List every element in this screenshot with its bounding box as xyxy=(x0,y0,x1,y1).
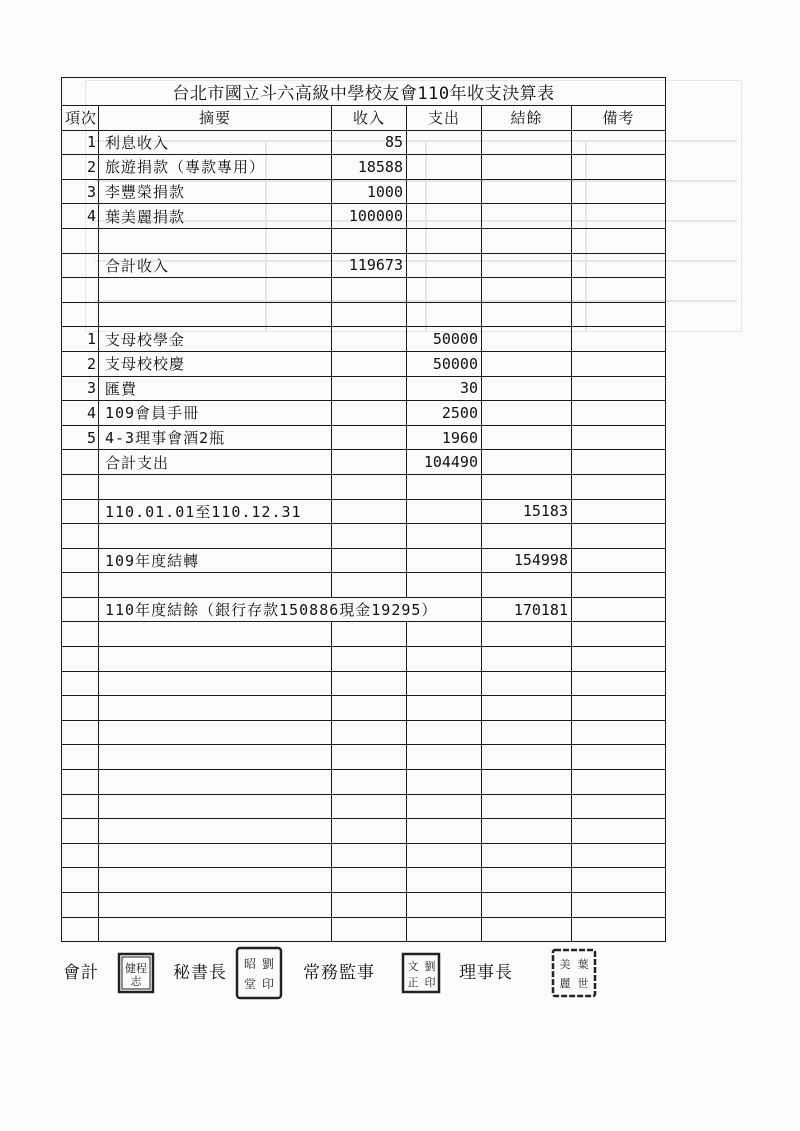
remarks xyxy=(572,351,666,376)
remarks xyxy=(572,179,666,204)
expense-amount xyxy=(407,671,482,696)
remarks xyxy=(572,647,666,672)
remarks xyxy=(572,499,666,524)
income-amount xyxy=(332,327,407,352)
item-no xyxy=(62,794,99,819)
item-description xyxy=(99,794,332,819)
expense-amount: 1960 xyxy=(407,425,482,450)
expense-amount xyxy=(407,302,482,327)
expense-amount xyxy=(407,499,482,524)
item-description: 李豐榮捐款 xyxy=(99,179,332,204)
item-no: 4 xyxy=(62,401,99,426)
svg-text:劉: 劉 xyxy=(424,960,436,973)
table-row xyxy=(62,376,666,401)
item-description: 支母校校慶 xyxy=(99,351,332,376)
item-no xyxy=(62,499,99,524)
svg-text:印: 印 xyxy=(261,977,275,991)
income-amount xyxy=(332,696,407,721)
table-row xyxy=(62,401,666,426)
expense-amount xyxy=(407,819,482,844)
balance-amount xyxy=(482,401,572,426)
item-description xyxy=(99,843,332,868)
item-description xyxy=(99,573,332,598)
item-no xyxy=(62,278,99,303)
supervisor-seal xyxy=(401,952,441,994)
table-row xyxy=(62,474,666,499)
remarks xyxy=(572,155,666,180)
remarks xyxy=(572,204,666,229)
item-no: 2 xyxy=(62,155,99,180)
statement-title: 台北市國立斗六高級中學校友會110年收支決算表 xyxy=(62,78,666,106)
table-row xyxy=(62,425,666,450)
header-balance: 結餘 xyxy=(482,106,572,131)
item-description: 旅遊捐款（專款專用） xyxy=(99,155,332,180)
expense-amount xyxy=(407,228,482,253)
item-no xyxy=(62,524,99,549)
table-row xyxy=(62,155,666,180)
table-row xyxy=(62,917,666,942)
svg-text:正: 正 xyxy=(407,976,419,989)
expense-amount: 104490 xyxy=(407,450,482,475)
table-row xyxy=(62,819,666,844)
chairman-seal xyxy=(551,948,597,998)
item-no xyxy=(62,597,99,622)
remarks xyxy=(572,524,666,549)
item-description xyxy=(99,228,332,253)
remarks xyxy=(572,474,666,499)
expense-amount xyxy=(407,720,482,745)
expense-amount xyxy=(407,843,482,868)
header-no: 項次 xyxy=(62,106,99,131)
table-row xyxy=(62,179,666,204)
remarks xyxy=(572,893,666,918)
expense-amount: 2500 xyxy=(407,401,482,426)
remarks xyxy=(572,401,666,426)
table-row xyxy=(62,450,666,475)
balance-amount: 170181 xyxy=(482,597,572,622)
item-no: 3 xyxy=(62,179,99,204)
item-no xyxy=(62,770,99,795)
table-row xyxy=(62,204,666,229)
item-description: 4-3理事會酒2瓶 xyxy=(99,425,332,450)
table-row xyxy=(62,745,666,770)
expense-amount xyxy=(407,179,482,204)
expense-amount xyxy=(407,253,482,278)
balance-amount xyxy=(482,819,572,844)
item-no xyxy=(62,893,99,918)
table-row xyxy=(62,647,666,672)
income-amount xyxy=(332,425,407,450)
financial-statement-table xyxy=(61,77,666,942)
expense-amount xyxy=(407,917,482,942)
item-description xyxy=(99,868,332,893)
expense-amount xyxy=(407,155,482,180)
expense-amount: 50000 xyxy=(407,351,482,376)
table-row xyxy=(62,524,666,549)
balance-amount xyxy=(482,130,572,155)
item-no xyxy=(62,647,99,672)
income-amount xyxy=(332,917,407,942)
balance-amount xyxy=(482,179,572,204)
header-expense: 支出 xyxy=(407,106,482,131)
income-amount xyxy=(332,819,407,844)
balance-amount xyxy=(482,351,572,376)
income-amount xyxy=(332,868,407,893)
svg-text:文: 文 xyxy=(407,960,419,973)
table-row xyxy=(62,720,666,745)
table-row xyxy=(62,130,666,155)
balance-amount xyxy=(482,917,572,942)
balance-amount xyxy=(482,671,572,696)
expense-amount xyxy=(407,204,482,229)
income-amount: 100000 xyxy=(332,204,407,229)
svg-text:葉: 葉 xyxy=(577,958,589,971)
svg-text:美: 美 xyxy=(559,958,571,971)
item-description xyxy=(99,893,332,918)
expense-amount xyxy=(407,647,482,672)
expense-amount xyxy=(407,770,482,795)
remarks xyxy=(572,597,666,622)
item-description: 合計收入 xyxy=(99,253,332,278)
svg-text:堂: 堂 xyxy=(243,977,257,991)
balance-amount xyxy=(482,573,572,598)
balance-amount xyxy=(482,155,572,180)
remarks xyxy=(572,548,666,573)
income-amount xyxy=(332,794,407,819)
income-amount xyxy=(332,893,407,918)
income-amount xyxy=(332,843,407,868)
balance-amount xyxy=(482,868,572,893)
item-description xyxy=(99,720,332,745)
item-description xyxy=(99,917,332,942)
balance-amount xyxy=(482,228,572,253)
remarks xyxy=(572,450,666,475)
balance-amount xyxy=(482,647,572,672)
remarks xyxy=(572,622,666,647)
income-amount xyxy=(332,450,407,475)
item-description: 110.01.01至110.12.31 xyxy=(99,499,332,524)
balance-amount xyxy=(482,253,572,278)
remarks xyxy=(572,228,666,253)
expense-amount xyxy=(407,278,482,303)
item-description xyxy=(99,745,332,770)
balance-amount xyxy=(482,278,572,303)
secretary-label: 秘書長 xyxy=(173,963,227,983)
table-row xyxy=(62,868,666,893)
svg-text:健程: 健程 xyxy=(125,962,147,975)
expense-amount xyxy=(407,893,482,918)
svg-text:印: 印 xyxy=(424,976,436,989)
item-description xyxy=(99,474,332,499)
item-description xyxy=(99,671,332,696)
item-no xyxy=(62,696,99,721)
remarks xyxy=(572,819,666,844)
expense-amount xyxy=(407,524,482,549)
remarks xyxy=(572,770,666,795)
income-amount xyxy=(332,474,407,499)
balance-amount xyxy=(482,204,572,229)
income-amount xyxy=(332,401,407,426)
income-amount: 85 xyxy=(332,130,407,155)
balance-amount xyxy=(482,302,572,327)
remarks xyxy=(572,843,666,868)
accountant-seal xyxy=(117,952,155,994)
item-no xyxy=(62,819,99,844)
item-description xyxy=(99,524,332,549)
balance-amount: 154998 xyxy=(482,548,572,573)
income-amount xyxy=(332,745,407,770)
expense-amount xyxy=(407,573,482,598)
income-amount: 1000 xyxy=(332,179,407,204)
income-amount xyxy=(332,573,407,598)
income-amount: 18588 xyxy=(332,155,407,180)
item-description: 合計支出 xyxy=(99,450,332,475)
remarks xyxy=(572,794,666,819)
header-description: 摘要 xyxy=(99,106,332,131)
table-row xyxy=(62,622,666,647)
remarks xyxy=(572,745,666,770)
table-row xyxy=(62,597,666,622)
balance-amount xyxy=(482,745,572,770)
income-amount xyxy=(332,278,407,303)
balance-amount xyxy=(482,893,572,918)
item-description xyxy=(99,770,332,795)
svg-text:世: 世 xyxy=(577,977,589,990)
balance-amount: 15183 xyxy=(482,499,572,524)
remarks xyxy=(572,278,666,303)
income-amount xyxy=(332,647,407,672)
remarks xyxy=(572,573,666,598)
accountant-label: 會計 xyxy=(63,963,99,983)
item-description: 109會員手冊 xyxy=(99,401,332,426)
income-amount: 119673 xyxy=(332,253,407,278)
expense-amount xyxy=(407,745,482,770)
item-description: 匯費 xyxy=(99,376,332,401)
income-amount xyxy=(332,770,407,795)
table-row xyxy=(62,794,666,819)
item-no xyxy=(62,573,99,598)
item-no: 3 xyxy=(62,376,99,401)
remarks xyxy=(572,302,666,327)
table-row xyxy=(62,499,666,524)
chairman-label: 理事長 xyxy=(459,963,513,983)
table-row xyxy=(62,671,666,696)
income-amount xyxy=(332,548,407,573)
balance-amount xyxy=(482,843,572,868)
svg-text:昭: 昭 xyxy=(243,957,257,971)
item-no xyxy=(62,228,99,253)
table-row xyxy=(62,893,666,918)
remarks xyxy=(572,253,666,278)
header-remarks: 備考 xyxy=(572,106,666,131)
table-row xyxy=(62,327,666,352)
balance-amount xyxy=(482,450,572,475)
balance-amount xyxy=(482,524,572,549)
svg-text:志: 志 xyxy=(130,975,142,988)
table-row xyxy=(62,573,666,598)
table-row xyxy=(62,351,666,376)
header-row xyxy=(62,106,666,131)
balance-amount xyxy=(482,794,572,819)
item-no: 1 xyxy=(62,327,99,352)
item-no xyxy=(62,450,99,475)
item-no xyxy=(62,843,99,868)
table-row xyxy=(62,548,666,573)
balance-amount xyxy=(482,696,572,721)
svg-text:劉: 劉 xyxy=(261,957,275,971)
item-no xyxy=(62,302,99,327)
income-amount xyxy=(332,622,407,647)
table-row xyxy=(62,770,666,795)
expense-amount xyxy=(407,696,482,721)
expense-amount xyxy=(407,794,482,819)
item-description: 110年度結餘（銀行存款150886現金19295） xyxy=(99,597,482,622)
item-no: 4 xyxy=(62,204,99,229)
income-amount xyxy=(332,671,407,696)
item-description: 葉美麗捐款 xyxy=(99,204,332,229)
item-no xyxy=(62,720,99,745)
table-row xyxy=(62,696,666,721)
remarks xyxy=(572,696,666,721)
item-no xyxy=(62,868,99,893)
svg-text:麗: 麗 xyxy=(559,977,571,990)
remarks xyxy=(572,720,666,745)
table-row xyxy=(62,253,666,278)
item-no xyxy=(62,671,99,696)
expense-amount: 30 xyxy=(407,376,482,401)
balance-amount xyxy=(482,425,572,450)
expense-amount xyxy=(407,130,482,155)
income-amount xyxy=(332,302,407,327)
item-no xyxy=(62,253,99,278)
item-description xyxy=(99,819,332,844)
balance-amount xyxy=(482,474,572,499)
expense-amount xyxy=(407,622,482,647)
balance-amount xyxy=(482,376,572,401)
item-no xyxy=(62,548,99,573)
item-description xyxy=(99,302,332,327)
remarks xyxy=(572,425,666,450)
remarks xyxy=(572,327,666,352)
expense-amount xyxy=(407,474,482,499)
income-amount xyxy=(332,720,407,745)
item-description xyxy=(99,696,332,721)
signature-footer xyxy=(63,950,663,1010)
balance-amount xyxy=(482,770,572,795)
income-amount xyxy=(332,351,407,376)
balance-amount xyxy=(482,622,572,647)
table-row xyxy=(62,228,666,253)
remarks xyxy=(572,671,666,696)
item-description xyxy=(99,622,332,647)
supervisor-label: 常務監事 xyxy=(303,963,375,983)
item-description: 利息收入 xyxy=(99,130,332,155)
item-no xyxy=(62,622,99,647)
table-row xyxy=(62,302,666,327)
item-description: 109年度結轉 xyxy=(99,548,332,573)
income-amount xyxy=(332,376,407,401)
item-no: 5 xyxy=(62,425,99,450)
expense-amount: 50000 xyxy=(407,327,482,352)
item-no xyxy=(62,745,99,770)
secretary-seal xyxy=(235,946,283,1000)
header-income: 收入 xyxy=(332,106,407,131)
table-row xyxy=(62,278,666,303)
item-no xyxy=(62,474,99,499)
item-no: 2 xyxy=(62,351,99,376)
item-description: 支母校學金 xyxy=(99,327,332,352)
table-row xyxy=(62,843,666,868)
expense-amount xyxy=(407,548,482,573)
remarks xyxy=(572,868,666,893)
item-no xyxy=(62,917,99,942)
income-amount xyxy=(332,499,407,524)
item-no: 1 xyxy=(62,130,99,155)
item-description xyxy=(99,278,332,303)
income-amount xyxy=(332,524,407,549)
balance-amount xyxy=(482,720,572,745)
remarks xyxy=(572,130,666,155)
income-amount xyxy=(332,228,407,253)
expense-amount xyxy=(407,868,482,893)
remarks xyxy=(572,917,666,942)
remarks xyxy=(572,376,666,401)
balance-amount xyxy=(482,327,572,352)
item-description xyxy=(99,647,332,672)
ledger-body xyxy=(62,130,666,942)
